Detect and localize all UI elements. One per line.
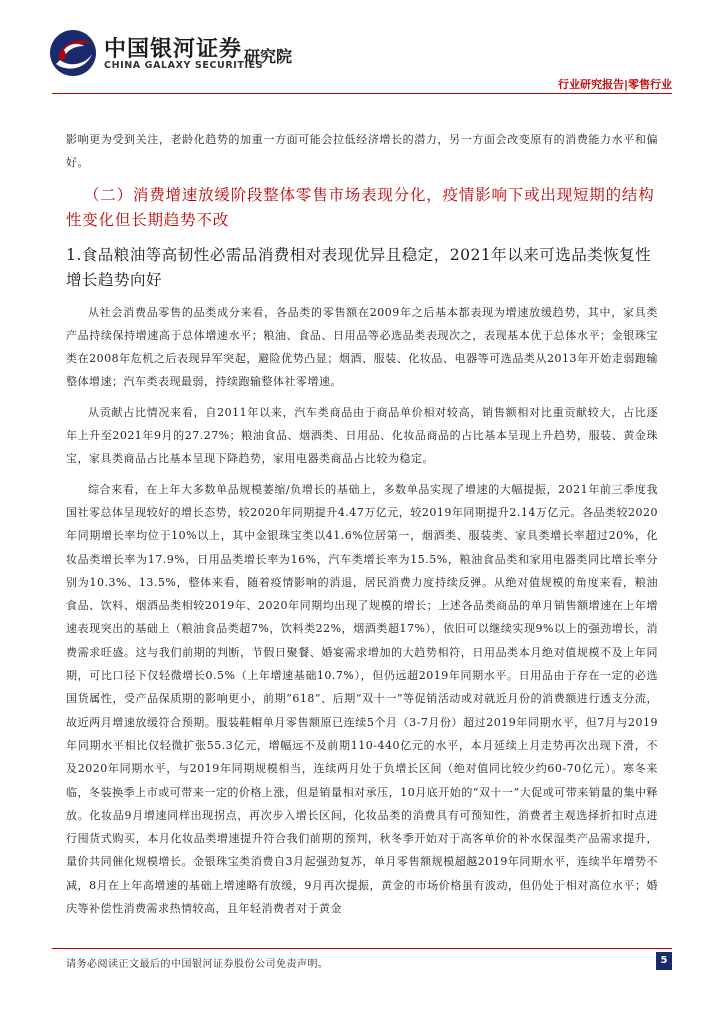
brand-name-en: CHINA GALAXY SECURITIES <box>104 60 264 71</box>
intro-paragraph: 影响更为受到关注，老龄化趋势的加重一方面可能会拉低经济增长的潜力，另一方面会改变原有的消费能力水平和偏好。 <box>66 133 658 170</box>
header-divider <box>52 93 672 94</box>
body-paragraph: 从社会消费品零售的品类成分来看，各品类的零售额在2009年之后基本都表现为增速放缓趋势，其中，家具类产品持续保持增速高于总体增速水平；粮油、食品、日用品等必选品类表现次之，表现基本优于总体水平；金银珠宝类在2008年危机之后表现异军突起，避险优势凸显；烟酒、服装、化妆品、电器等可选品类从2013年开始走弱跑输整体增速；汽车类表现最弱，持续跑输整体社零增速。 <box>66 305 658 389</box>
subsection-heading: 1.食品粮油等高韧性必需品消费相对表现优异且稳定，2021年以来可选品类恢复性增长趋势向好 <box>66 245 652 289</box>
body-paragraph: 从贡献占比情况来看，自2011年以来，汽车类商品由于商品单价相对较高，销售额相对比重贡献较大，占比逐年上升至2021年9月的27.27%；粮油食品、烟酒类、日用品、化妆品商品的占比基本呈现上升趋势，服装、黄金珠宝，家具类商品占比基本呈现下降趋势，家用电器类商品占比较为稳定。 <box>66 405 658 466</box>
report-type-label: 行业研究报告|零售行业 <box>557 78 672 91</box>
galaxy-logo-icon <box>48 28 98 78</box>
report-body <box>66 128 658 927</box>
body-paragraph: 综合来看，在上年大多数单品规模萎缩/负增长的基础上，多数单品实现了增速的大幅提振，2021年前三季度我国社零总体呈现较好的增长态势，较2020年同期提升4.47万亿元，较2019年同期提升2.14万亿元。各品类较2020年同期增长率均位于10%以上，其中金银珠宝类以41.6%位居第一，烟酒类、服装类、家具类增长率超过20%，化妆品类增长率为17.9%，日用品类增长率为16%，汽车类增长率为15.5%，粮油食品类和家用电器类同比增长率分别为10.3%、13.5%，整体来看，随着疫情影响的消退，居民消费力度持续反弹。从绝对值规模的角度来看，粮油食品、饮料、烟酒品类相较2019年、2020年同期均出现了规模的增长；上述各品类商品的单月销售额增速在上年增速表现突出的基础上（粮油食品类超7%，饮料类22%，烟酒类超17%），依旧可以继续实现9%以上的强劲增长，消费需求旺盛。这与我们前期的判断，节假日聚餐、婚宴需求增加的大趋势相符，日用品类本月绝对值规模不及上年同期，可比口径下仅轻微增长0.5%（上年增速基础10.7%），但仍远超2019年同期水平。日用品由于存在一定的必选国货属性，受产品保质期的影响更小，前期“618”、后期“双十一”等促销活动或对就近月份的消费额进行透支分流，故近两月增速放缓符合预期。服装鞋帽单月零售额原已连续5个月（3-7月份）超过2019年同期水平，但7月与2019年同期水平相比仅轻微扩张55.3亿元，增幅远不及前期110-440亿元的水平，本月延续上月走势再次出现下滑，不及2020年同期水平，与2019年同期规模相当，连续两月处于负增长区间（绝对值同比较少约60-70亿元）。寒冬来临，冬装换季上市或可带来一定的价格上涨，但是销量相对承压，10月底开始的“双十一”大促或可带来销量的集中释放。化妆品9月增速同样出现拐点，再次步入增长区间，化妆品类的消费具有可预知性，消费者主观选择折扣时点进行囤货式购买，本月化妆品类增速提升符合我们前期的预判，秋冬季开始对于高客单价的补水保湿类产品需求提升，量价共同催化规模增长。金银珠宝类消费自3月起强劲复苏，单月零售额规模超越2019年同期水平，连续半年增势不减，8月在上年高增速的基础上增速略有放缓，9月再次提振，黄金的市场价格虽有波动，但仍处于相对高位水平；婚庆等补偿性消费需求热情较高，且年轻消费者对于黄金 <box>66 482 658 916</box>
section-heading: （二）消费增速放缓阶段整体零售市场表现分化，疫情影响下或出现短期的结构性变化但长期趋势不改 <box>66 185 655 229</box>
footer-divider <box>52 948 672 949</box>
disclaimer-note: 请务必阅读正文最后的中国银河证券股份公司免责声明。 <box>66 959 329 970</box>
institute-label: 研究院 <box>244 47 293 66</box>
page-number: 5 <box>656 952 672 970</box>
brand-name-cn: 中国银河证券 <box>104 37 243 62</box>
